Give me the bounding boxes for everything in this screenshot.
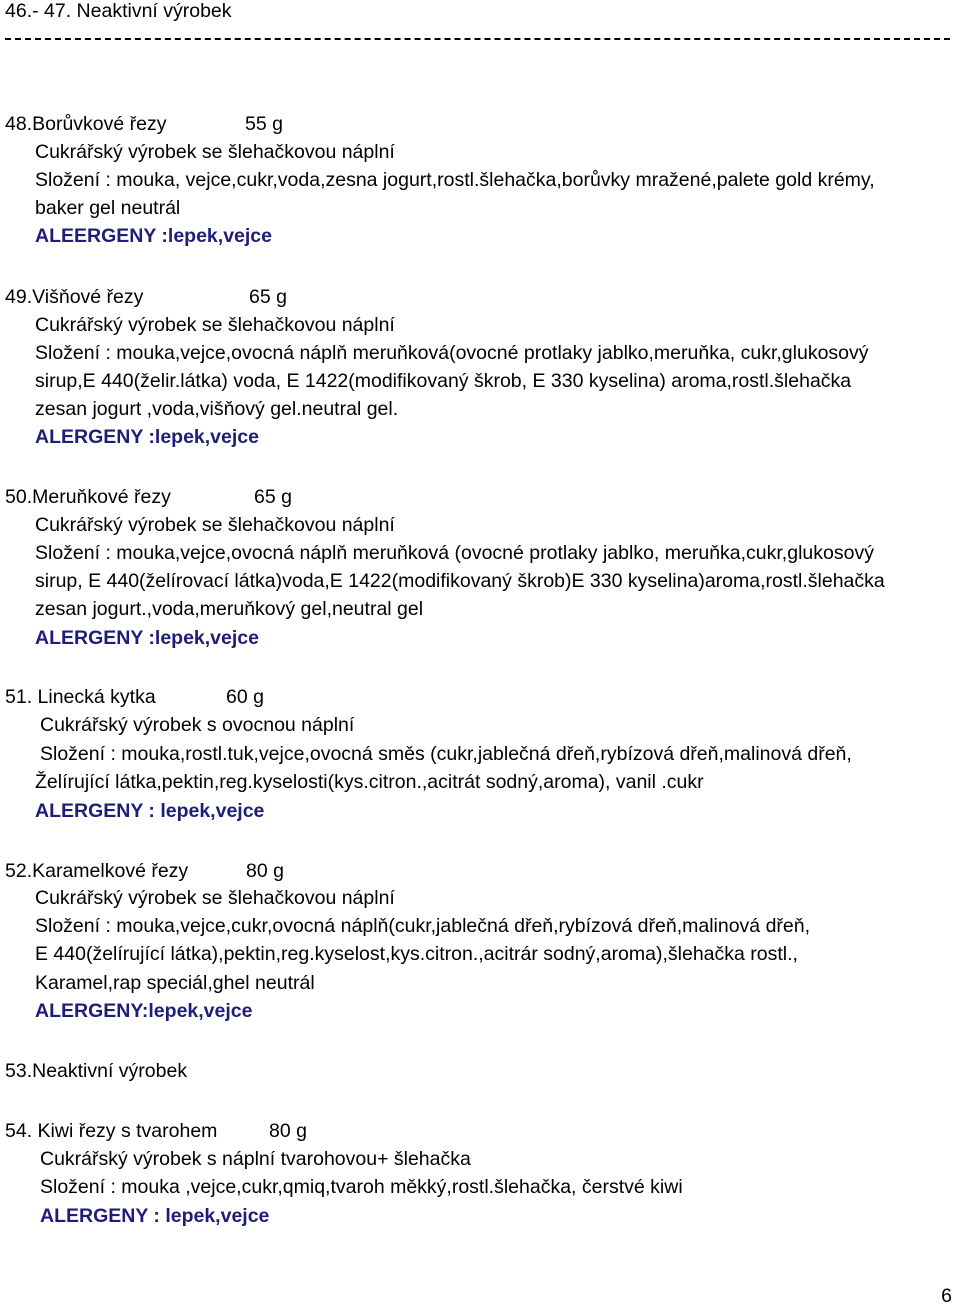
item-weight: 60 g xyxy=(226,686,264,708)
item-weight: 80 g xyxy=(269,1120,307,1142)
item-allergens: ALERGENY:lepek,vejce xyxy=(35,1000,253,1022)
item-composition-line: Želírující látka,pektin,reg.kyselosti(kys.citron.,acitrát sodný,aroma), vanil .cukr xyxy=(35,771,704,793)
item-category: Cukrářský výrobek se šlehačkovou náplní xyxy=(35,141,395,163)
item-composition-line: Složení : mouka,rostl.tuk,vejce,ovocná směs (cukr,jablečná dřeň,rybízová dřeň,malinová dřeň, xyxy=(40,743,852,765)
item-number: 49. xyxy=(5,286,33,308)
item-weight: 65 g xyxy=(249,286,287,308)
item-weight: 80 g xyxy=(246,860,284,882)
item-composition-line: Složení : mouka, vejce,cukr,voda,zesna jogurt,rostl.šlehačka,borůvky mražené,palete gold krémy, xyxy=(35,169,875,191)
item-category: Cukrářský výrobek se šlehačkovou náplní xyxy=(35,514,395,536)
item-composition-line: Složení : mouka,vejce,ovocná náplň meruňková(ovocné protlaky jablko,meruňka, cukr,glukosový xyxy=(35,342,869,364)
item-composition-line: sirup, E 440(želírovací látka)voda,E 1422(modifikovaný škrob)E 330 kyselina)aroma,rostl.šlehačka xyxy=(35,570,885,592)
item-number: 48. xyxy=(5,113,33,135)
item-composition-line: E 440(želírující látka),pektin,reg.kyselost,kys.citron.,acitrár sodný,aroma),šlehačka rostl., xyxy=(35,943,798,965)
item-number: 50. xyxy=(5,486,33,508)
item-name: Neaktivní výrobek xyxy=(32,1060,188,1082)
item-name: Kiwi řezy s tvarohem xyxy=(37,1120,218,1142)
item-category: Cukrářský výrobek se šlehačkovou náplní xyxy=(35,314,395,336)
item-number: 51. xyxy=(5,686,33,708)
item-weight: 55 g xyxy=(245,113,283,135)
item-category: Cukrářský výrobek se šlehačkovou náplní xyxy=(35,887,395,909)
item-composition-line: sirup,E 440(želir.látka) voda, E 1422(modifikovaný škrob, E 330 kyselina) aroma,rostl.šlehačka xyxy=(35,370,852,392)
item-composition-line: zesan jogurt ,voda,višňový gel.neutral gel. xyxy=(35,398,399,420)
page-number: 6 xyxy=(941,1285,952,1307)
item-weight: 65 g xyxy=(254,486,292,508)
item-name: Borůvkové řezy xyxy=(32,113,167,135)
item-allergens: ALERGENY :lepek,vejce xyxy=(35,426,259,448)
item-number: 52. xyxy=(5,860,33,882)
item-composition-line: Složení : mouka,vejce,cukr,ovocná náplň(cukr,jablečná dřeň,rybízová dřeň,malinová dřeň, xyxy=(35,915,811,937)
item-composition-line: Složení : mouka,vejce,ovocná náplň meruňková (ovocné protlaky jablko, meruňka,cukr,glukosový xyxy=(35,542,874,564)
item-category: Cukrářský výrobek s náplní tvarohovou+ šlehačka xyxy=(40,1148,471,1170)
item-name: Karamelkové řezy xyxy=(32,860,189,882)
item-composition-line: baker gel neutrál xyxy=(35,197,181,219)
item-name: Meruňkové řezy xyxy=(32,486,171,508)
item-composition-line: Karamel,rap speciál,ghel neutrál xyxy=(35,972,315,994)
item-allergens: ALERGENY : lepek,vejce xyxy=(40,1205,270,1227)
item-composition-line: zesan jogurt.,voda,meruňkový gel,neutral gel xyxy=(35,598,424,620)
item-name: Višňové řezy xyxy=(32,286,144,308)
item-allergens: ALEERGENY :lepek,vejce xyxy=(35,225,272,247)
item-name: Linecká kytka xyxy=(37,686,156,708)
item-number: 53. xyxy=(5,1060,33,1082)
page-title: 46.- 47. Neaktivní výrobek xyxy=(5,0,232,22)
item-allergens: ALERGENY :lepek,vejce xyxy=(35,627,259,649)
item-number: 54. xyxy=(5,1120,33,1142)
item-composition-line: Složení : mouka ,vejce,cukr,qmiq,tvaroh měkký,rostl.šlehačka, čerstvé kiwi xyxy=(40,1176,683,1198)
dashed-divider xyxy=(5,38,950,40)
item-allergens: ALERGENY : lepek,vejce xyxy=(35,800,265,822)
item-category: Cukrářský výrobek s ovocnou náplní xyxy=(40,714,355,736)
